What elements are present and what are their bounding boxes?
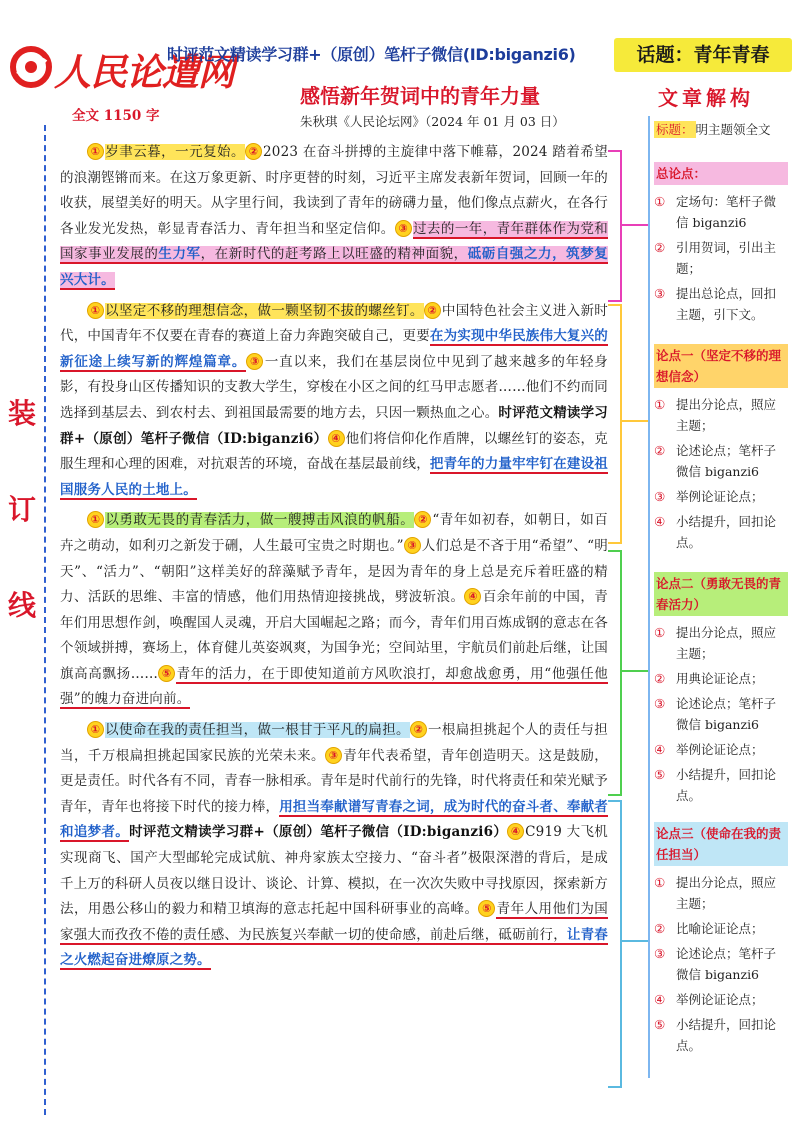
group-item (654, 486, 788, 507)
item-text: 小结提升，回扣论点。 (676, 514, 777, 550)
item-number: ④ (654, 514, 666, 529)
paragraph-point-three (60, 718, 608, 974)
panel-heading: 文章解构 (658, 86, 754, 110)
item-number: ③ (654, 286, 666, 301)
group-item (654, 764, 788, 806)
item-number: ② (654, 921, 666, 936)
item-number: ② (654, 443, 666, 458)
quote-text: “青年如初春，如朝日，如百卉之萌动，如利刃之新发于硎，人生最可宝贵之时期也。” (60, 512, 608, 554)
group-heading: 论点一（坚定不移的理想信念） (654, 344, 788, 388)
binding-char: 装 (8, 397, 37, 430)
group-item (654, 918, 788, 939)
group-point-two (654, 572, 788, 810)
emphasis-text: 在为实现中华民族伟大复兴的新征途上续写新的辉煌篇章。 (60, 328, 609, 370)
item-number: ③ (654, 946, 666, 961)
item-number: ① (654, 194, 666, 209)
group-point-one (654, 344, 788, 557)
item-text: 用典论证论点； (676, 671, 764, 686)
group-heading: 论点三（使命在我的责任担当） (654, 822, 788, 866)
group-item (654, 622, 788, 664)
logo-text: 人民论遭网 (54, 51, 234, 94)
number-badge: ② (410, 721, 427, 738)
group-item (654, 191, 788, 233)
emphasis-text: 让青春之火燃起奋进燎原之势。 (60, 926, 609, 969)
item-text: 举例论证论点； (676, 992, 764, 1007)
group-item (654, 1014, 788, 1056)
title-label-row (654, 120, 771, 138)
number-badge: ③ (404, 537, 421, 554)
number-badge: ⑤ (158, 665, 175, 682)
section-bracket-point-one (608, 304, 622, 544)
body-text: 青年代表希望，青年创造明天。这是鼓励，更是责任。时代各有不同，青春一脉相承。青年是时代前行的先锋，时代将责任和荣光赋予青年，青年也将接下时代的接力棒， (60, 747, 608, 815)
body-text: 百余年前的中国，青年们用思想作剑，唤醒国人灵魂，开启大国崛起之路；而今，青年们用百炼成钢的意志在各个领域拼搏，赛场上，体育健儿英姿飒爽，为国争光；空间站里，宇航员们前赴后继，让国旗高高飘扬…… (60, 589, 608, 682)
body-text: 他们将信仰化作盾牌，以螺丝钉的姿态，克服生理和心理的困难，对抗艰苦的环境，奋战在基层最前线， (60, 430, 608, 473)
number-badge: ④ (507, 823, 524, 840)
item-text: 提出分论点，照应主题； (676, 875, 777, 911)
item-text: 比喻论证论点； (676, 921, 764, 936)
bracket-connector (620, 940, 648, 942)
emphasis-text: 把青年的力量牢牢钉在建设祖国服务人民的土地上。 (60, 456, 609, 498)
item-number: ① (654, 625, 666, 640)
watermark-text: 时评范文精读学习群+（原创）笔杆子微信（ID:biganzi6） (60, 404, 609, 447)
bracket-connector (620, 224, 648, 226)
item-text: 举例论证论点； (676, 742, 764, 757)
bracket-connector (620, 420, 648, 422)
article-title: 感悟新年贺词中的青年力量 (300, 84, 540, 108)
panel-divider (648, 116, 650, 1078)
group-item (654, 693, 788, 735)
paragraph-intro (60, 140, 608, 294)
item-text: 论述论点；笔杆子微信 biganzi6 (676, 443, 777, 479)
body-text: 人们总是不吝于用“希望”、“明天”、“活力”、“朝阳”这样美好的辞藻赋予青年，是因为青年的身上总是充斥着旺盛的精力、活跃的思维、丰富的情感，他们用热情迎接挑战，劈波斩浪。 (60, 537, 608, 606)
group-item (654, 283, 788, 325)
topic-badge: 话题：青年青春 (614, 38, 792, 72)
binding-char: 订 (8, 493, 37, 526)
section-bracket-point-two (608, 550, 622, 796)
item-number: ② (654, 671, 666, 686)
number-badge: ① (87, 143, 104, 160)
item-text: 提出总论点，回扣主题，引下文。 (676, 286, 777, 322)
item-number: ① (654, 875, 666, 890)
item-number: ③ (654, 696, 666, 711)
number-badge: ② (245, 143, 262, 160)
item-text: 论述论点；笔杆子微信 biganzi6 (676, 946, 777, 982)
thesis-text: ，在新时代的赶考路上以旺盛的精神面貌， (200, 246, 468, 263)
logo-swirl-icon (8, 44, 54, 90)
group-item (654, 511, 788, 553)
number-badge: ② (424, 302, 441, 319)
item-text: 定场句：笔杆子微信 biganzi6 (676, 194, 777, 230)
sub-point-heading: 以使命在我的责任担当，做一根甘于平凡的扁担。 (105, 722, 410, 739)
number-badge: ④ (328, 430, 345, 447)
item-number: ⑤ (654, 1017, 666, 1032)
section-bracket-point-three (608, 800, 622, 1088)
number-badge: ① (87, 511, 104, 528)
sub-point-heading: 以坚定不移的理想信念，做一颗坚韧不拔的螺丝钉。 (105, 302, 424, 319)
number-badge: ③ (395, 220, 412, 237)
paragraph-point-one (60, 299, 608, 504)
item-text: 论述论点；笔杆子微信 biganzi6 (676, 696, 777, 732)
group-item (654, 943, 788, 985)
group-item (654, 440, 788, 482)
item-text: 引用贺词，引出主题； (676, 240, 777, 276)
title-label-text: 明主题领全文 (695, 122, 771, 137)
body-text: 中国特色社会主义进入新时代，中国青年不仅要在青春的赛道上奋力奔跑突破自己，更要 (60, 302, 608, 345)
group-point-three (654, 822, 788, 1060)
item-text: 小结提升，回扣论点。 (676, 1017, 777, 1053)
watermark-text: 时评范文精读学习群+（原创）笔杆子微信（ID:biganzi6） (129, 824, 508, 841)
number-badge: ① (87, 302, 104, 319)
body-text: C919 大飞机实现商飞、国产大型邮轮完成试航、神舟家族太空接力、“奋斗者”极限深潜的背后，是成千上万的科研人员夜以继日设计、谈论、计算、模拟，在一次次失败中寻找原因，探索新方法，用愚公移山的毅力和精卫填海的意志托起中国科研事业的高峰。 (60, 824, 608, 918)
item-text: 提出分论点，照应主题； (676, 397, 777, 433)
structure-panel (648, 82, 790, 1080)
group-item (654, 668, 788, 689)
emphasis-text: 用担当奉献谱写青春之词，成为时代的奋斗者、奉献者和追梦者。 (60, 798, 609, 841)
group-banner: 时评范文精读学习群+（原创）笔杆子微信(ID:biganzi6) (167, 45, 576, 64)
item-number: ② (654, 240, 666, 255)
item-text: 提出分论点，照应主题； (676, 625, 777, 661)
item-text: 小结提升，回扣论点。 (676, 767, 777, 803)
body-text: 一根扁担挑起个人的责任与担当，千万根扁担挑起国家民族的光荣未来。 (60, 722, 608, 764)
group-heading: 总论点： (654, 162, 788, 185)
item-text: 举例论证论点； (676, 489, 764, 504)
item-number: ① (654, 397, 666, 412)
title-label: 标题： (656, 122, 694, 137)
number-badge: ③ (246, 353, 263, 370)
number-badge: ① (87, 721, 104, 738)
bracket-connector (620, 670, 648, 672)
group-item (654, 394, 788, 436)
thesis-keyword: 生力军 (158, 246, 201, 263)
thesis-emphasis: 砥砺自强之力，筑梦复兴大计。 (60, 246, 608, 288)
word-count: 全文 1150 字 (72, 108, 160, 124)
opening-sentence: 岁聿云暮，一元复始。 (105, 144, 245, 160)
sub-point-heading: 以勇敢无畏的青春活力，做一艘搏击风浪的帆船。 (105, 512, 415, 529)
binding-dashed-line (44, 125, 46, 1115)
article-byline: 朱秋琪《人民论坛网》（2024 年 01 月 03 日） (300, 114, 565, 129)
number-badge: ③ (325, 747, 342, 764)
number-badge: ⑤ (478, 900, 495, 917)
number-badge: ④ (464, 588, 481, 605)
section-bracket-intro (608, 150, 622, 302)
paragraph-point-two (60, 508, 608, 713)
number-badge: ② (414, 511, 431, 528)
group-item (654, 872, 788, 914)
body-text: 一直以来，我们在基层岗位中见到了越来越多的年轻身影，有投身山区传播知识的支教大学生，穿梭在小区之间的红马甲志愿者……他们不约而同选择到基层去、到农村去、到祖国最需要的地方去，只因一颗热血之心。 (60, 353, 608, 421)
summary-text: 青年人用他们为国家强大而孜孜不倦的责任感、为民族复兴奉献一切的使命感，前赴后继，砥砺前行， (60, 901, 608, 943)
body-text: 2023 在奋斗拼搏的主旋律中落下帷幕，2024 踏着希望的浪潮铿锵而来。在这万象更新、时序更替的时刻，习近平主席发表新年贺词，回顾一年的收获，展望美好的明天。从字里行间，我读到了青年的磅礴力量，他们像点点薪火，在各行各业发光发热，彰显青春活力、青年担当和坚定信仰。 (60, 144, 608, 237)
group-item (654, 237, 788, 279)
item-number: ④ (654, 742, 666, 757)
item-number: ⑤ (654, 767, 666, 782)
binding-char: 线 (8, 589, 37, 622)
item-number: ③ (654, 489, 666, 504)
group-thesis (654, 162, 788, 329)
summary-text: 青年的活力，在于即使知道前方风吹浪打，却愈战愈勇，用“他强任他强”的魄力奋进向前。 (60, 665, 608, 708)
item-number: ④ (654, 992, 666, 1007)
thesis-text: 过去的一年，青年群体作为党和国家事业发展的 (60, 220, 608, 263)
group-heading: 论点二（勇敢无畏的青春活力） (654, 572, 788, 616)
article-body (60, 140, 608, 979)
group-item (654, 989, 788, 1010)
group-item (654, 739, 788, 760)
